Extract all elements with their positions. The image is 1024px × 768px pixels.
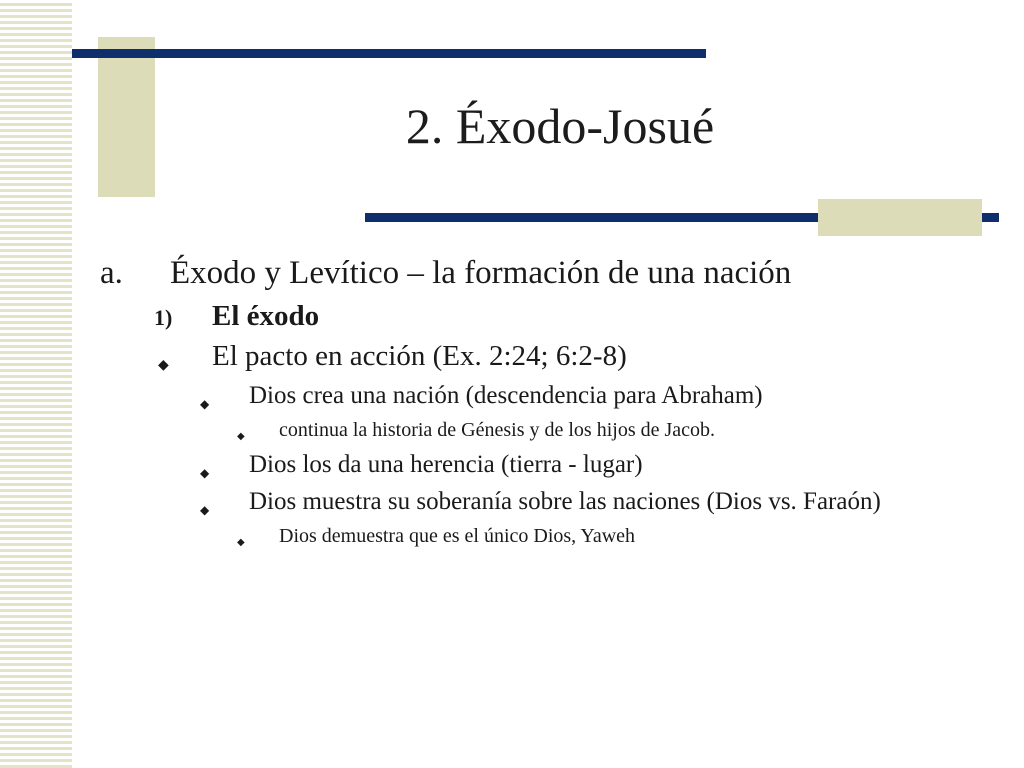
bullet-text-herencia: Dios los da una herencia (tierra - lugar) [249,451,643,478]
title-accent-block [98,37,155,197]
outline-marker-a: a. [100,255,123,291]
outline-text-a: Éxodo y Levítico – la formación de una nación [170,255,792,291]
diamond-bullet-icon: ◆ [200,466,210,480]
outline-marker-1: 1) [154,305,173,330]
corner-accent-block [818,199,982,236]
bullet-text-historia: continua la historia de Génesis y de los hijos de Jacob. [279,419,716,441]
bullet-text-unico: Dios demuestra que es el único Dios, Yaweh [279,525,636,547]
slide-body [100,252,980,549]
diamond-bullet-icon: ◆ [237,431,245,442]
bullet-item-herencia [100,449,980,480]
bullet-item-historia [100,417,980,443]
outline-item-a [100,252,980,294]
bullet-text-crea: Dios crea una nación (descendencia para Abraham) [249,382,763,409]
diamond-bullet-icon: ◆ [158,358,169,373]
outline-text-1: El éxodo [212,300,320,332]
slide-title: 2. Éxodo-Josué [405,98,715,154]
diamond-bullet-icon: ◆ [237,537,245,548]
outline-item-1 [100,298,980,334]
bullet-item-soberania [100,486,980,517]
diamond-bullet-icon: ◆ [200,397,210,411]
title-rule-top [72,49,706,58]
bullet-text-pacto: El pacto en acción (Ex. 2:24; 6:2-8) [212,340,627,372]
left-stripe-decoration [0,0,72,768]
diamond-bullet-icon: ◆ [200,503,210,517]
bullet-text-soberania: Dios muestra su soberanía sobre las naciones (Dios vs. Faraón) [249,488,881,515]
bullet-item-unico [100,523,980,549]
bullet-item-pacto [100,338,980,374]
bullet-item-crea [100,380,980,411]
